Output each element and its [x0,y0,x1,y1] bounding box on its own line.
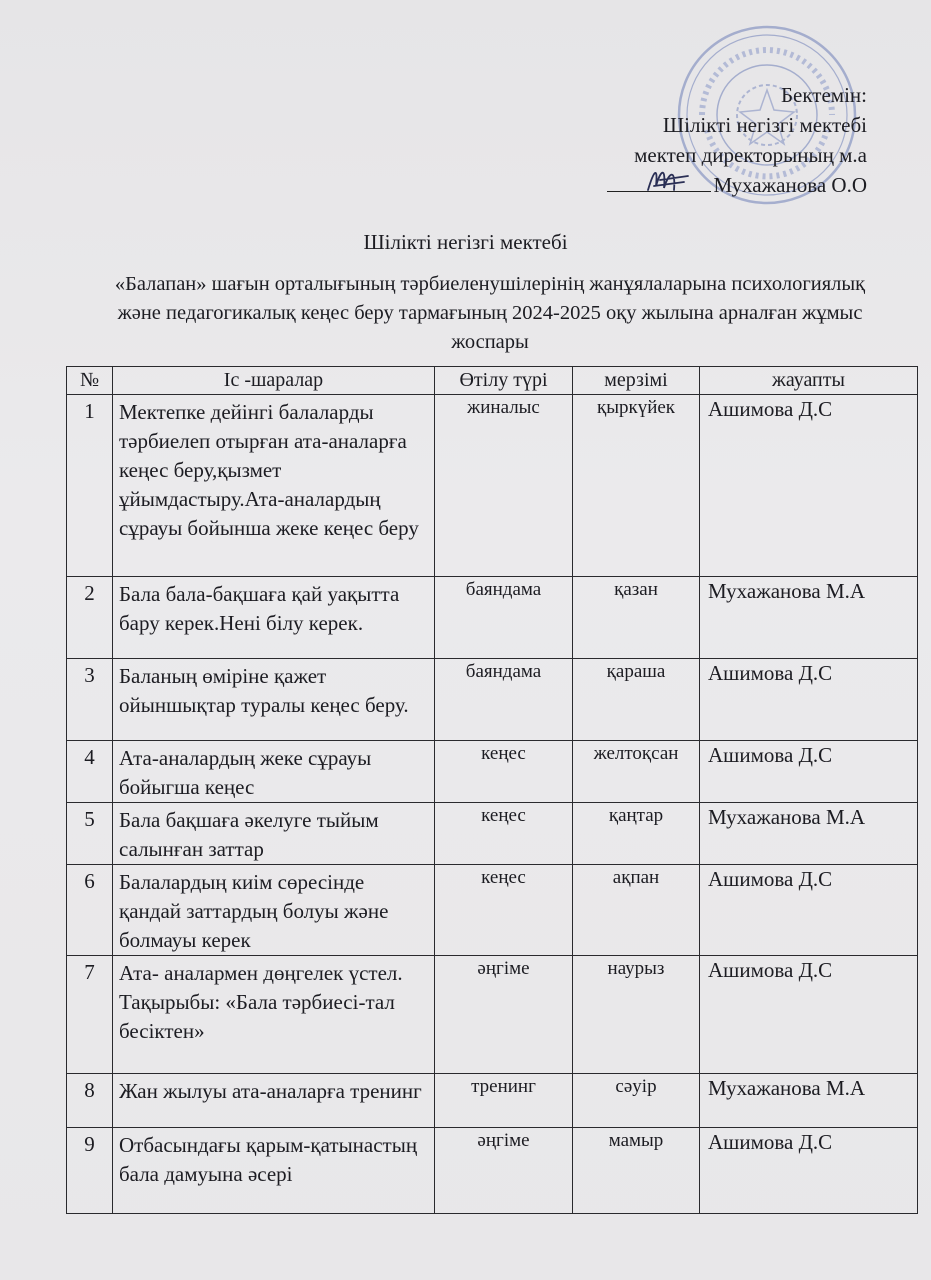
row-event: Бала бала-бақшаға қай уақытта бару керек.Нені білу керек. [113,577,435,659]
work-plan-table [66,366,918,1214]
header-term: мерзімі [573,367,700,395]
row-responsible: Ашимова Д.С [700,865,918,956]
row-responsible: Мухажанова М.А [700,803,918,865]
row-type: кеңес [435,741,573,803]
row-event: Жан жылуы ата-аналарға тренинг [113,1074,435,1128]
row-term: қазан [573,577,700,659]
document-main-title: «Балапан» шағын орталығының тәрбиеленушілерінің жанұялаларына психологиялық және педагогикалық кеңес беру тармағының 2024-2025 оқу жылына арналған жұмыс жоспары [114,273,866,353]
row-term: ақпан [573,865,700,956]
row-responsible: Мухажанова М.А [700,577,918,659]
row-type: баяндама [435,577,573,659]
table-row [67,803,918,865]
table-row [67,395,918,577]
document-school-title: Шілікті негізгі мектебі [363,230,568,254]
row-number: 5 [67,803,113,865]
row-event: Ата-аналардың жеке сұрауы бойыгша кеңес [113,741,435,803]
table-row [67,956,918,1074]
row-event: Мектепке дейінгі балаларды тәрбиелеп отырған ата-аналарға кеңес беру,қызмет ұйымдастыру.Ата-аналардың сұрауы бойынша жеке кеңес беру [113,395,435,577]
row-type: жиналыс [435,395,573,577]
row-type: тренинг [435,1074,573,1128]
row-event: Бала бақшаға әкелуге тыйым салынған заттар [113,803,435,865]
row-responsible: Мухажанова М.А [700,1074,918,1128]
row-term: сәуір [573,1074,700,1128]
table-header-row [67,367,918,395]
row-number: 9 [67,1128,113,1214]
header-events: Іс -шаралар [113,367,435,395]
table-row [67,577,918,659]
header-type: Өтілу түрі [435,367,573,395]
row-term: қыркүйек [573,395,700,577]
approval-heading: Бектемін: [781,83,867,107]
row-event: Баланың өміріне қажет ойыншықтар туралы кеңес беру. [113,659,435,741]
row-term: қаңтар [573,803,700,865]
row-type: әңгіме [435,956,573,1074]
approval-position: мектеп директорының м.а [634,143,867,167]
row-number: 8 [67,1074,113,1128]
row-term: қараша [573,659,700,741]
row-number: 1 [67,395,113,577]
row-responsible: Ашимова Д.С [700,1128,918,1214]
row-number: 3 [67,659,113,741]
row-event: Балалардың киім сөресінде қандай заттардың болуы және болмауы керек [113,865,435,956]
row-term: мамыр [573,1128,700,1214]
table-row [67,865,918,956]
table-row [67,741,918,803]
row-type: кеңес [435,803,573,865]
row-event: Отбасындағы қарым-қатынастың бала дамуына әсері [113,1128,435,1214]
row-number: 7 [67,956,113,1074]
approval-director-name: Мухажанова О.О [713,173,867,197]
row-responsible: Ашимова Д.С [700,741,918,803]
table-row [67,1128,918,1214]
handwritten-signature [640,160,706,200]
row-responsible: Ашимова Д.С [700,395,918,577]
row-term: желтоқсан [573,741,700,803]
table-row [67,659,918,741]
row-type: баяндама [435,659,573,741]
table-row [67,1074,918,1128]
row-number: 4 [67,741,113,803]
header-number: № [67,367,113,395]
header-responsible: жауапты [700,367,918,395]
approval-school: Шілікті негізгі мектебі [662,113,867,137]
row-number: 2 [67,577,113,659]
row-responsible: Ашимова Д.С [700,659,918,741]
row-term: наурыз [573,956,700,1074]
row-responsible: Ашимова Д.С [700,956,918,1074]
row-event: Ата- аналармен дөңгелек үстел. Тақырыбы: «Бала тәрбиесі-тал бесіктен» [113,956,435,1074]
row-number: 6 [67,865,113,956]
row-type: кеңес [435,865,573,956]
row-type: әңгіме [435,1128,573,1214]
